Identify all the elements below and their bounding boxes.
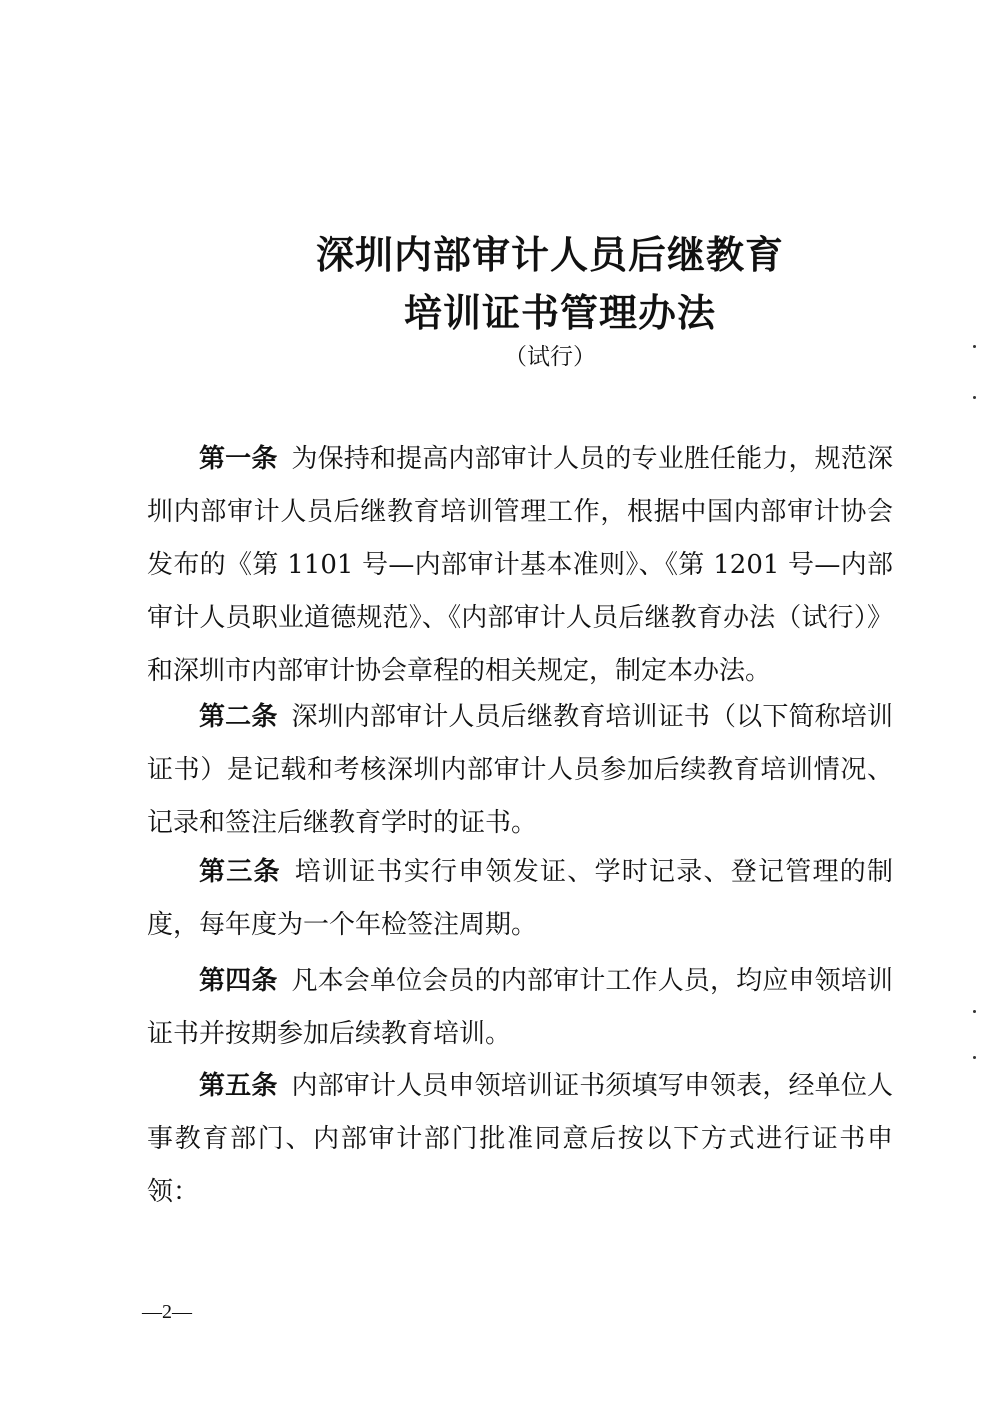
article-5-label: 第五条 <box>199 1071 278 1101</box>
document-title-line1: 深圳内部审计人员后继教育 <box>315 232 784 277</box>
article-5 <box>147 1060 893 1219</box>
article-5-text: 内部审计人员申领培训证书须填写申领表，经单位人事教育部门、内部审计部门批准同意后按以下方式进行证书申领： <box>147 1071 893 1207</box>
scan-speck <box>973 1010 976 1013</box>
article-2-text: 深圳内部审计人员后继教育培训证书（以下简称培训证书）是记载和考核深圳内部审计人员参加后续教育培训情况、记录和签注后继教育学时的证书。 <box>147 702 893 838</box>
article-3 <box>147 846 893 952</box>
article-4-text: 凡本会单位会员的内部审计工作人员，均应申领培训证书并按期参加后续教育培训。 <box>147 966 893 1049</box>
article-4-label: 第四条 <box>199 966 278 996</box>
article-4 <box>147 955 893 1061</box>
document-title-line2: 培训证书管理办法 <box>403 290 716 335</box>
article-1 <box>147 433 893 698</box>
scan-speck <box>973 345 976 348</box>
article-3-text: 培训证书实行申领发证、学时记录、登记管理的制度，每年度为一个年检签注周期。 <box>147 857 893 940</box>
document-subtitle: （试行） <box>504 344 596 370</box>
article-1-label: 第一条 <box>199 444 278 474</box>
article-3-label: 第三条 <box>199 857 281 887</box>
scan-speck <box>973 396 976 399</box>
page-number: —2— <box>142 1301 192 1323</box>
article-2 <box>147 691 893 850</box>
article-2-label: 第二条 <box>199 702 278 732</box>
scan-speck <box>973 1056 976 1059</box>
article-1-text: 为保持和提高内部审计人员的专业胜任能力，规范深圳内部审计人员后继教育培训管理工作，根据中国内部审计协会发布的《第 1101 号—内部审计基本准则》、《第 1201 号—内部审计人员职业道德规范》、《内部审计人员后继教育办法（试行）》和深圳市内部审计协会章程的相关规定，制定本办法。 <box>147 444 893 686</box>
